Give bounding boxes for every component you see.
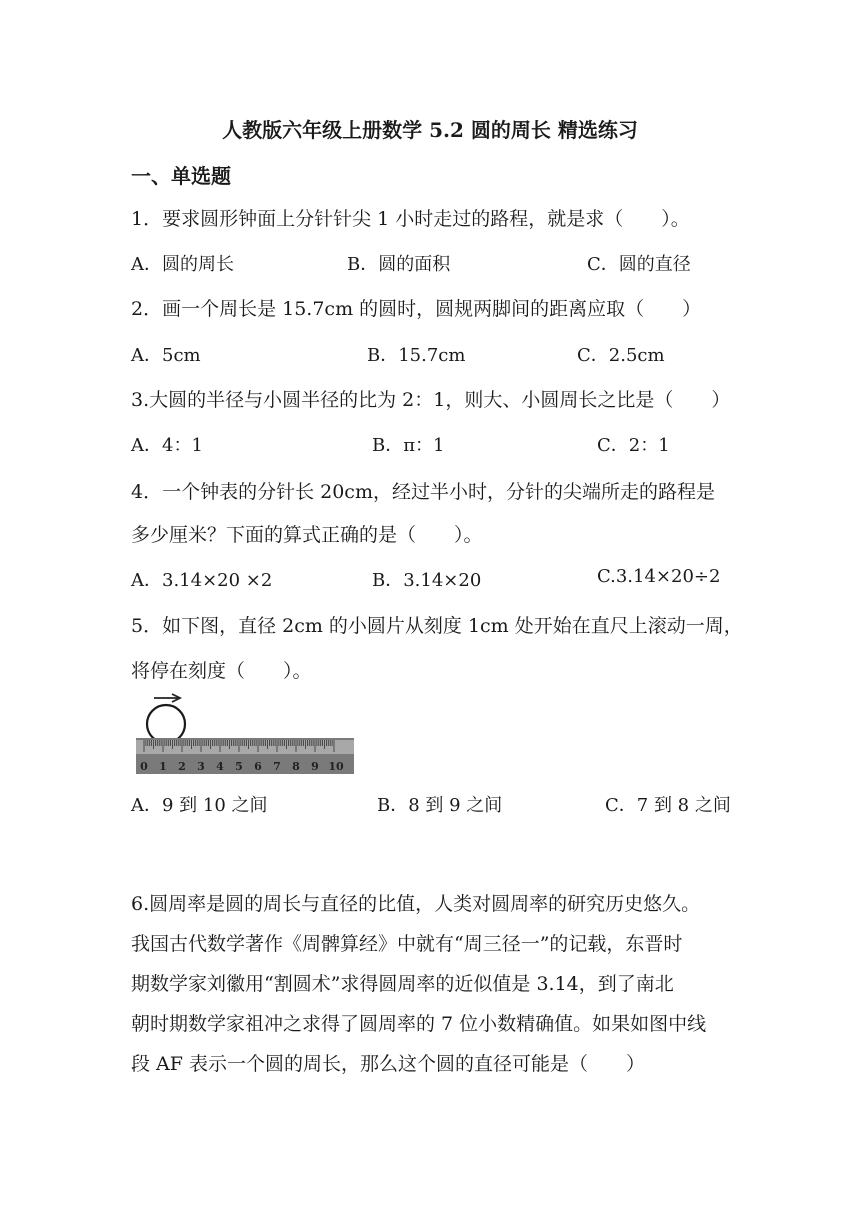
question-3-stem: 3.大圆的半径与小圆半径的比为 2：1，则大、小圆周长之比是（ ） — [131, 389, 731, 411]
question-2-option-b: B．15.7cm — [367, 345, 466, 366]
ruler-number: 9 — [311, 760, 319, 773]
question-3-option-b: B．π：1 — [372, 435, 445, 456]
question-4-options — [131, 566, 731, 594]
question-1-option-c: C．圆的直径 — [587, 254, 691, 275]
question-4-option-a: A．3.14×20 ×2 — [131, 570, 273, 591]
ruler-number: 2 — [178, 760, 186, 773]
question-5-stem-line-2: 将停在刻度（ ）。 — [131, 660, 312, 682]
question-6-line: 段 AF 表示一个圆的周长，那么这个圆的直径可能是（ ） — [131, 1053, 645, 1075]
question-4-option-c: C.3.14×20÷2 — [597, 566, 721, 587]
question-5-option-c: C．7 到 8 之间 — [605, 795, 731, 816]
question-6-line: 6.圆周率是圆的周长与直径的比值，人类对圆周率的研究历史悠久。 — [131, 893, 701, 915]
ruler-number: 1 — [159, 760, 167, 773]
question-1-option-b: B．圆的面积 — [347, 254, 451, 275]
question-3-options — [131, 431, 731, 459]
question-6-text — [131, 884, 731, 1084]
question-5-option-a: A．9 到 10 之间 — [131, 795, 268, 816]
ruler-number: 6 — [254, 760, 262, 773]
question-3-option-a: A．4：1 — [131, 435, 203, 456]
rolling-circle — [147, 705, 185, 743]
question-1-stem: 1．要求圆形钟面上分针针尖 1 小时走过的路程，就是求（ ）。 — [131, 208, 690, 230]
ruler-number: 8 — [292, 760, 300, 773]
ruler-number: 0 — [140, 760, 148, 773]
ruler-number: 4 — [216, 760, 224, 773]
ruler-number: 10 — [328, 760, 344, 773]
question-2-stem: 2．画一个周长是 15.7cm 的圆时，圆规两脚间的距离应取（ ） — [131, 298, 702, 320]
ruler-number: 7 — [273, 760, 281, 773]
section-heading: 一、单选题 — [131, 164, 231, 188]
arrow-icon — [154, 694, 180, 702]
ruler-number: 3 — [197, 760, 205, 773]
question-6-line: 朝时期数学家祖冲之求得了圆周率的 7 位小数精确值。如果如图中线 — [131, 1013, 707, 1035]
question-4-stem-line-2: 多少厘米？下面的算式正确的是（ ）。 — [131, 524, 483, 546]
question-4-stem-line-1: 4．一个钟表的分针长 20cm，经过半小时，分针的尖端所走的路程是 — [131, 481, 715, 503]
question-1-option-a: A．圆的周长 — [131, 254, 234, 275]
question-2-option-c: C．2.5cm — [577, 345, 665, 366]
question-4-option-b: B．3.14×20 — [372, 570, 482, 591]
question-5-options — [131, 791, 731, 819]
question-2-options — [131, 341, 731, 369]
page-title: 人教版六年级上册数学 5.2 圆的周长 精选练习 — [222, 118, 638, 142]
question-6-line: 我国古代数学著作《周髀算经》中就有“周三径一”的记载，东晋时 — [131, 933, 683, 955]
question-5-option-b: B．8 到 9 之间 — [377, 795, 503, 816]
question-6-line: 期数学家刘徽用“割圆术”求得圆周率的近似值是 3.14，到了南北 — [131, 973, 674, 995]
question-3-option-c: C．2：1 — [597, 435, 670, 456]
question-2-option-a: A．5cm — [131, 345, 201, 366]
question-1-options — [131, 250, 731, 278]
ruler-number: 5 — [235, 760, 243, 773]
question-5-stem-line-1: 5．如下图，直径 2cm 的小圆片从刻度 1cm 处开始在直尺上滚动一周， — [131, 615, 743, 637]
ruler-figure — [136, 688, 356, 778]
